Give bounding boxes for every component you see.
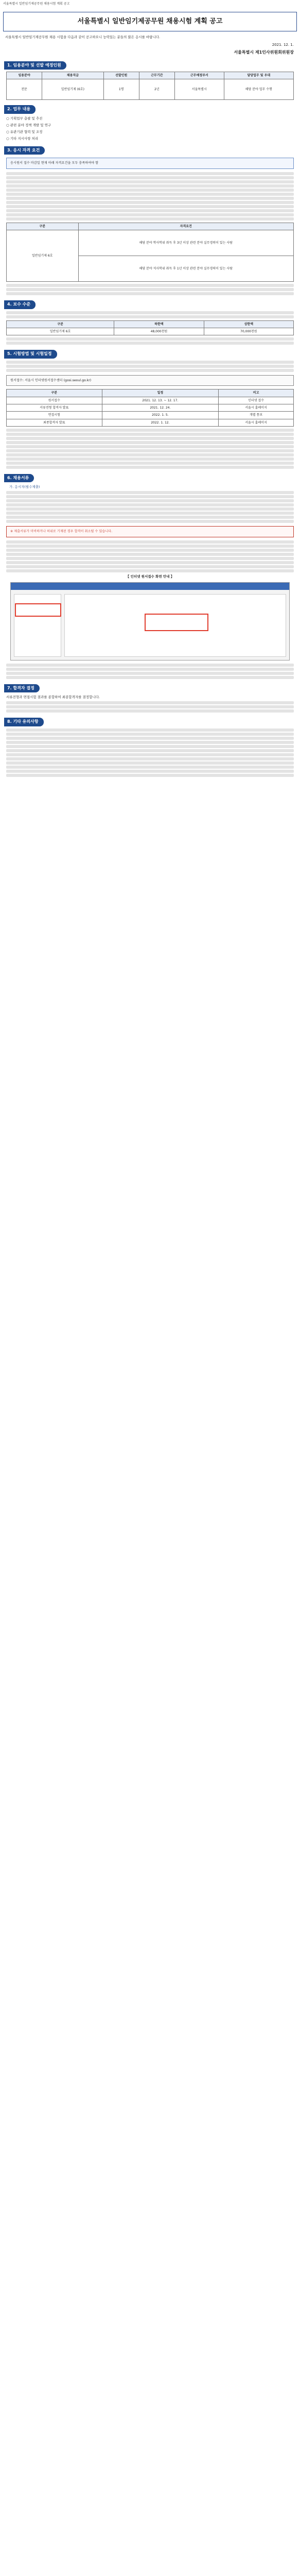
section-6-heading: 6. 채용서류 <box>4 474 34 482</box>
table-cell: 2022. 1. 5. <box>102 412 219 419</box>
table-header: 근무기간 <box>139 72 174 79</box>
docs-title: 가. 응시자(필수제출) <box>9 485 40 489</box>
duty-item: ○ 관련 분야 정책 개발 및 연구 <box>6 123 51 127</box>
intro-text: 서울특별시 일반임기제공무원 채용 시험을 다음과 같이 공고하오니 능력있는 분들의 많은 응시를 바랍니다. <box>5 35 161 40</box>
apply-box: 원서접수: 서울시 인터넷원서접수센터 (gosi.seoul.go.kr) <box>6 375 294 386</box>
table-header: 하한액 <box>114 320 204 328</box>
table-cell: 일반임기제 (6호) <box>42 79 104 100</box>
schedule-table <box>6 389 294 426</box>
table-header: 일정 <box>102 389 219 397</box>
section-1-heading: 1. 임용분야 및 선발 예정인원 <box>4 61 66 70</box>
table-header: 구분 <box>7 223 79 230</box>
table-header: 근무예정부서 <box>174 72 224 79</box>
table-header: 구분 <box>7 389 102 397</box>
table-cell: 일반임기제 6호 <box>7 230 79 282</box>
section-5-heading: 5. 시험방법 및 시험일정 <box>4 350 57 358</box>
highlight-box <box>15 603 61 617</box>
screen-caption: 【 인터넷 원서접수 화면 안내 】 <box>126 574 174 579</box>
table-cell: 2021. 12. 24. <box>102 404 219 411</box>
application-screenshot <box>10 582 290 660</box>
table-cell: 2021. 12. 13. ~ 12. 17. <box>102 397 219 404</box>
table-cell: 개별 통보 <box>219 412 294 419</box>
section-3 <box>4 146 296 155</box>
table-cell: 서울시 홈페이지 <box>219 404 294 411</box>
highlight-box <box>145 614 208 631</box>
section-5 <box>4 350 296 358</box>
table-header: 임용분야 <box>7 72 42 79</box>
title-box <box>3 12 297 31</box>
table-cell: 최종합격자 발표 <box>7 419 102 426</box>
table-cell: 인터넷 접수 <box>219 397 294 404</box>
section-3-heading: 3. 응시 자격 요건 <box>4 146 45 155</box>
section-1 <box>4 61 296 70</box>
salary-table <box>6 320 294 336</box>
qualification-table <box>6 223 294 282</box>
table-header: 담당업무 및 우대 <box>224 72 293 79</box>
table-cell: 2년 <box>139 79 174 100</box>
section-2 <box>4 105 296 113</box>
table-cell: 해당 분야 석사학위 취득 후 1년 이상 관련 분야 실무경력이 있는 사람 <box>78 256 294 282</box>
qualification-box: 응시원서 접수 마감일 현재 아래 자격요건을 모두 충족하여야 함 <box>6 158 294 169</box>
table-cell: 전문 <box>7 79 42 100</box>
table-cell: 1명 <box>103 79 139 100</box>
positions-table <box>6 72 294 100</box>
section-6 <box>4 474 296 482</box>
table-header: 구분 <box>7 320 114 328</box>
table-cell: 2022. 1. 12. <box>102 419 219 426</box>
table-cell: 70,000천원 <box>204 328 293 335</box>
table-cell: 일반임기제 6호 <box>7 328 114 335</box>
table-header: 채용직급 <box>42 72 104 79</box>
table-cell: 원서접수 <box>7 397 102 404</box>
table-header: 비고 <box>219 389 294 397</box>
section-7-heading: 7. 합격자 결정 <box>4 684 40 692</box>
issuing-org: 서울특별시 제1인사위원회위원장 <box>234 50 294 55</box>
table-cell: 해당 분야 학사학위 취득 후 3년 이상 관련 분야 실무경력이 있는 사람 <box>78 230 294 256</box>
section-2-heading: 2. 업무 내용 <box>4 105 36 113</box>
section-7 <box>4 684 296 692</box>
pass-text: 서류전형과 면접시험 결과를 종합하여 최종합격자를 결정합니다. <box>6 695 100 700</box>
table-header: 자격요건 <box>78 223 294 230</box>
table-cell: 서울시 홈페이지 <box>219 419 294 426</box>
section-4 <box>4 300 296 309</box>
section-4-heading: 4. 보수 수준 <box>4 300 36 309</box>
warning-box: ※ 제출서류가 미비하거나 허위로 기재된 경우 합격이 취소될 수 있습니다. <box>6 526 294 537</box>
table-header: 선발인원 <box>103 72 139 79</box>
duty-item: ○ 기타 지시사항 처리 <box>6 137 39 141</box>
duty-item: ○ 유관기관 협력 및 조정 <box>6 129 43 134</box>
notice-date: 2021. 12. 1. <box>272 42 294 47</box>
table-header: 상한액 <box>204 320 293 328</box>
section-8 <box>4 718 296 726</box>
table-cell: 면접시험 <box>7 412 102 419</box>
duty-item: ○ 기획업무 총괄 및 추진 <box>6 116 43 121</box>
top-note: 서울특별시 일반임기제공무원 채용시험 계획 공고 <box>3 2 70 6</box>
table-cell: 48,000천원 <box>114 328 204 335</box>
section-8-heading: 8. 기타 유의사항 <box>4 718 44 726</box>
table-cell: 서류전형 합격자 발표 <box>7 404 102 411</box>
page-title: 서울특별시 일반임기제공무원 채용시험 계획 공고 <box>77 18 223 26</box>
screenshot-topbar <box>11 583 289 590</box>
table-cell: 서울특별시 <box>174 79 224 100</box>
table-cell: 해당 분야 업무 수행 <box>224 79 293 100</box>
